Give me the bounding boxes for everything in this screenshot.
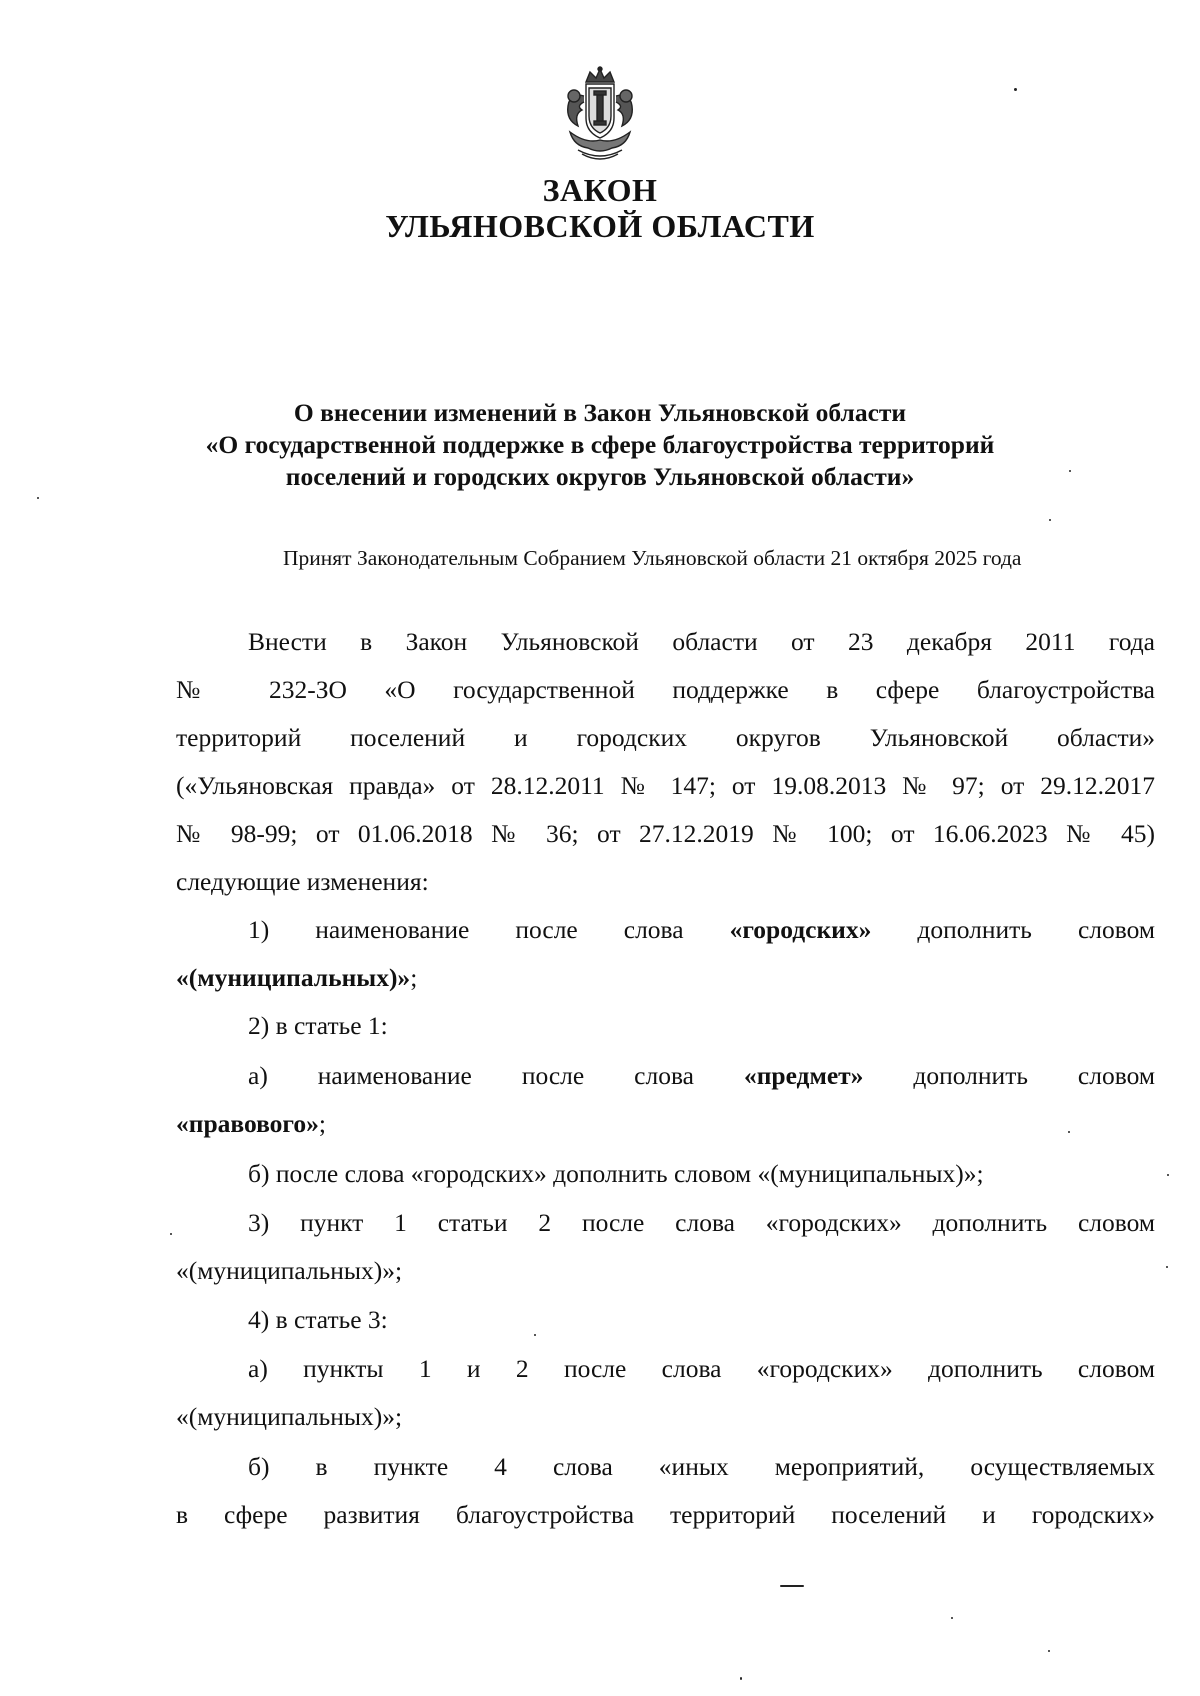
list-item-1-cont: «(муниципальных)»;: [176, 963, 418, 992]
list-item-4a-cont: «(муниципальных)»;: [176, 1402, 403, 1431]
adoption-note: Принят Законодательным Собранием Ульяновской области 21 октября 2025 года: [283, 546, 1022, 570]
list-item-2: 2) в статье 1:: [248, 1011, 388, 1040]
ulyanovsk-coat-of-arms-icon: [556, 66, 644, 162]
scan-speck: [170, 1233, 172, 1235]
list-item-4: 4) в статье 3:: [248, 1305, 388, 1334]
body-line: № 232-ЗО «О государственной поддержке в сфере благоустройства: [176, 675, 1155, 704]
scan-speck: [1048, 1650, 1050, 1652]
scan-speck: [780, 1585, 804, 1587]
list-item-3: 3) пункт 1 статьи 2 после слова «городских» дополнить словом: [248, 1208, 1155, 1237]
law-subject-line: «О государственной поддержке в сфере благоустройства территорий: [205, 430, 995, 459]
body-line: № 98-99; от 01.06.2018 № 36; от 27.12.2019 № 100; от 16.06.2023 № 45): [176, 819, 1155, 848]
scan-speck: [1167, 1174, 1169, 1176]
scan-speck: [534, 1334, 536, 1336]
list-item-1: 1) наименование после слова «городских» дополнить словом: [248, 915, 1156, 944]
scan-speck: [1068, 1131, 1070, 1133]
law-title: ЗАКОН: [542, 172, 658, 208]
body-line: Внести в Закон Ульяновской области от 23 декабря 2011 года: [248, 627, 1155, 656]
scan-speck: [1049, 519, 1051, 521]
body-line: следующие изменения:: [176, 867, 429, 896]
law-region-title: УЛЬЯНОВСКОЙ ОБЛАСТИ: [385, 208, 815, 244]
body-line: территорий поселений и городских округов Ульяновской области»: [176, 723, 1155, 752]
scan-speck: [951, 1617, 953, 1619]
list-item-2a-cont: «правового»;: [176, 1109, 326, 1138]
list-item-2a: а) наименование после слова «предмет» дополнить словом: [248, 1061, 1155, 1090]
list-item-2b: б) после слова «городских» дополнить словом «(муниципальных)»;: [248, 1159, 984, 1188]
scan-speck: [1166, 1266, 1168, 1268]
scan-speck: [1014, 88, 1017, 91]
list-item-4a: а) пункты 1 и 2 после слова «городских» дополнить словом: [248, 1354, 1155, 1383]
list-item-4b-cont: в сфере развития благоустройства территорий поселений и городских»: [176, 1500, 1155, 1529]
law-subject-line: поселений и городских округов Ульяновской области»: [285, 462, 915, 491]
body-line: («Ульяновская правда» от 28.12.2011 № 147; от 19.08.2013 № 97; от 29.12.2017: [176, 771, 1155, 800]
scan-speck: [740, 1677, 742, 1680]
scan-speck: [1069, 470, 1071, 472]
list-item-4b: б) в пункте 4 слова «иных мероприятий, осуществляемых: [248, 1452, 1155, 1481]
scan-speck: [37, 497, 39, 499]
list-item-3-cont: «(муниципальных)»;: [176, 1256, 403, 1285]
law-subject-line: О внесении изменений в Закон Ульяновской области: [293, 398, 907, 427]
